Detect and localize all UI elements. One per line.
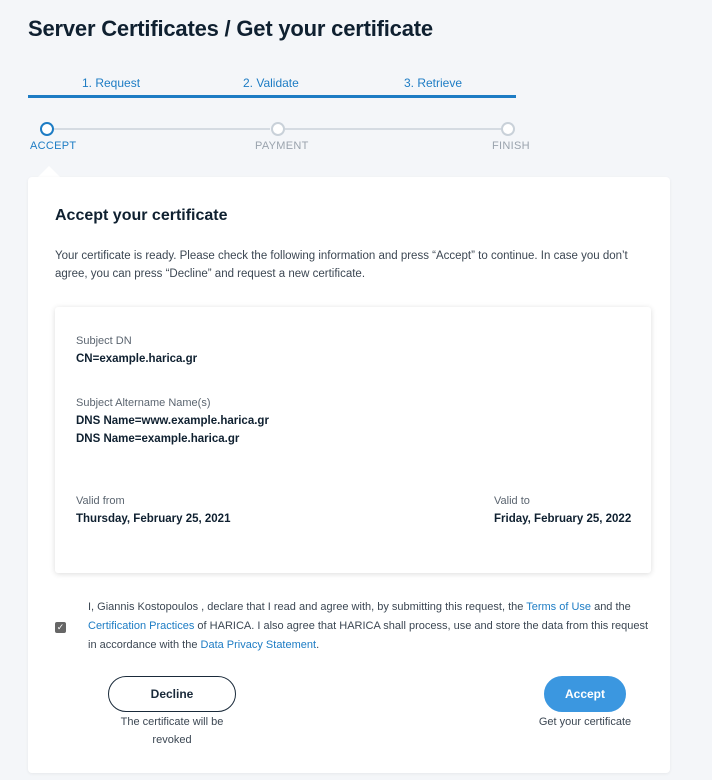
terms-of-use-link[interactable]: Terms of Use bbox=[526, 601, 592, 613]
accept-button[interactable]: Accept bbox=[544, 676, 626, 712]
tab-request[interactable]: 1. Request bbox=[82, 76, 141, 90]
step-finish-dot-icon bbox=[501, 122, 515, 136]
tab-validate[interactable]: 2. Validate bbox=[243, 76, 299, 90]
agree-checkbox[interactable] bbox=[55, 622, 66, 633]
valid-to-label: Valid to bbox=[494, 495, 530, 507]
certificate-info-box bbox=[55, 307, 651, 573]
tab-retrieve[interactable]: 3. Retrieve bbox=[404, 76, 463, 90]
certification-practices-link[interactable]: Certification Practices bbox=[88, 620, 195, 632]
valid-to-value: Friday, February 25, 2022 bbox=[494, 513, 632, 525]
step-accept-dot-icon bbox=[40, 122, 54, 136]
declaration-text bbox=[88, 598, 658, 655]
request-tabs bbox=[28, 76, 516, 98]
step-payment-label: PAYMENT bbox=[255, 140, 309, 152]
subject-dn-label: Subject DN bbox=[76, 335, 132, 347]
valid-from-label: Valid from bbox=[76, 495, 125, 507]
alt-name-value: DNS Name=example.harica.gr bbox=[76, 433, 240, 445]
declaration-part: of HARICA. I also agree that HARICA shall process, use and store the data from this request in accordance with the bbox=[88, 620, 649, 651]
card-description: Your certificate is ready. Please check the following information and press “Accept” to continue. In case you don’t agree, you can press “Decline” and request a new certificate. bbox=[55, 250, 628, 280]
accept-card bbox=[28, 177, 670, 773]
step-payment-dot-icon bbox=[271, 122, 285, 136]
card-title: Accept your certificate bbox=[55, 207, 228, 224]
alt-name-value: DNS Name=www.example.harica.gr bbox=[76, 415, 269, 427]
subject-dn-value: CN=example.harica.gr bbox=[76, 353, 198, 365]
declaration-part: I, Giannis Kostopoulos , declare that I read and agree with, by submitting this request, the bbox=[88, 601, 527, 613]
card-pointer bbox=[38, 166, 60, 177]
declaration-part: . bbox=[316, 639, 320, 651]
stepper-line bbox=[285, 128, 501, 130]
declaration-part: and the bbox=[591, 601, 631, 613]
page-title: Server Certificates / Get your certificate bbox=[28, 16, 433, 41]
data-privacy-statement-link[interactable]: Data Privacy Statement bbox=[200, 639, 317, 651]
decline-button[interactable]: Decline bbox=[108, 676, 236, 712]
progress-stepper bbox=[0, 118, 712, 158]
valid-from-value: Thursday, February 25, 2021 bbox=[76, 513, 231, 525]
checkmark-icon: ✓ bbox=[56, 622, 65, 632]
step-accept-label: ACCEPT bbox=[30, 140, 77, 152]
stepper-line bbox=[54, 128, 270, 130]
step-finish-label: FINISH bbox=[492, 140, 530, 152]
alt-names-label: Subject Altername Name(s) bbox=[76, 397, 211, 409]
accept-note: Get your certificate bbox=[538, 716, 632, 728]
decline-note: The certificate will be revoked bbox=[120, 716, 224, 746]
